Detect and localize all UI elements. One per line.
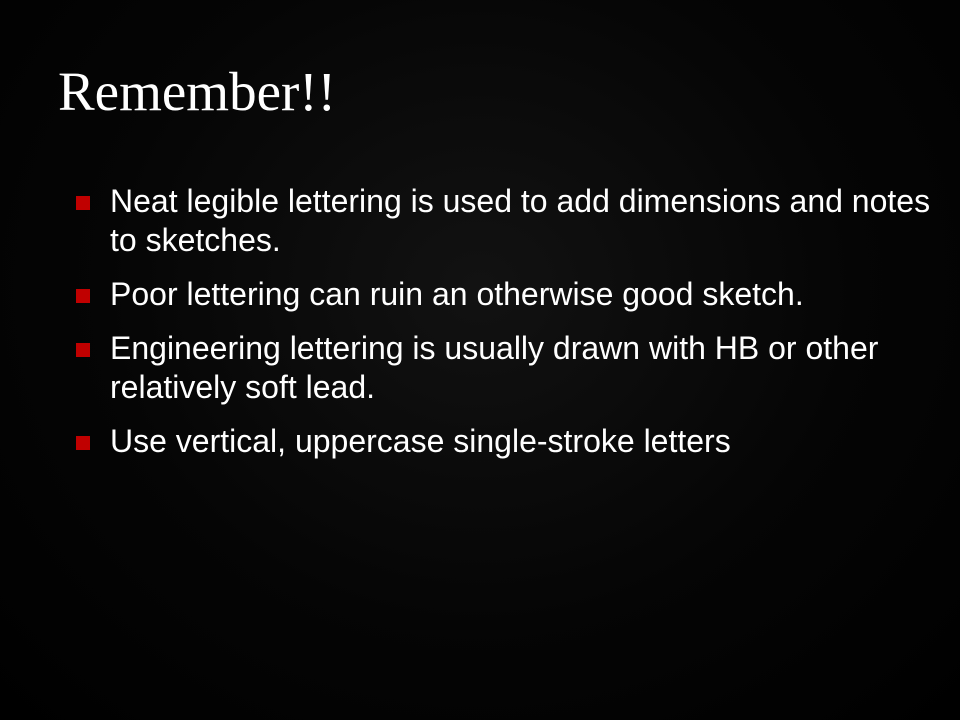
bullet-item [76, 422, 936, 461]
square-bullet-icon [76, 343, 90, 357]
bullet-text: Engineering lettering is usually drawn with HB or other relatively soft lead. [110, 330, 879, 405]
bullet-item [76, 275, 936, 314]
bullet-text: Poor lettering can ruin an otherwise good sketch. [110, 276, 804, 312]
slide-title: Remember!! [58, 61, 336, 122]
square-bullet-icon [76, 289, 90, 303]
bullet-text: Neat legible lettering is used to add dimensions and notes to sketches. [110, 183, 931, 258]
bullet-item [76, 182, 936, 260]
square-bullet-icon [76, 436, 90, 450]
square-bullet-icon [76, 196, 90, 210]
bullet-item [76, 329, 936, 407]
bullet-list [76, 182, 936, 476]
bullet-text: Use vertical, uppercase single-stroke letters [110, 423, 731, 459]
